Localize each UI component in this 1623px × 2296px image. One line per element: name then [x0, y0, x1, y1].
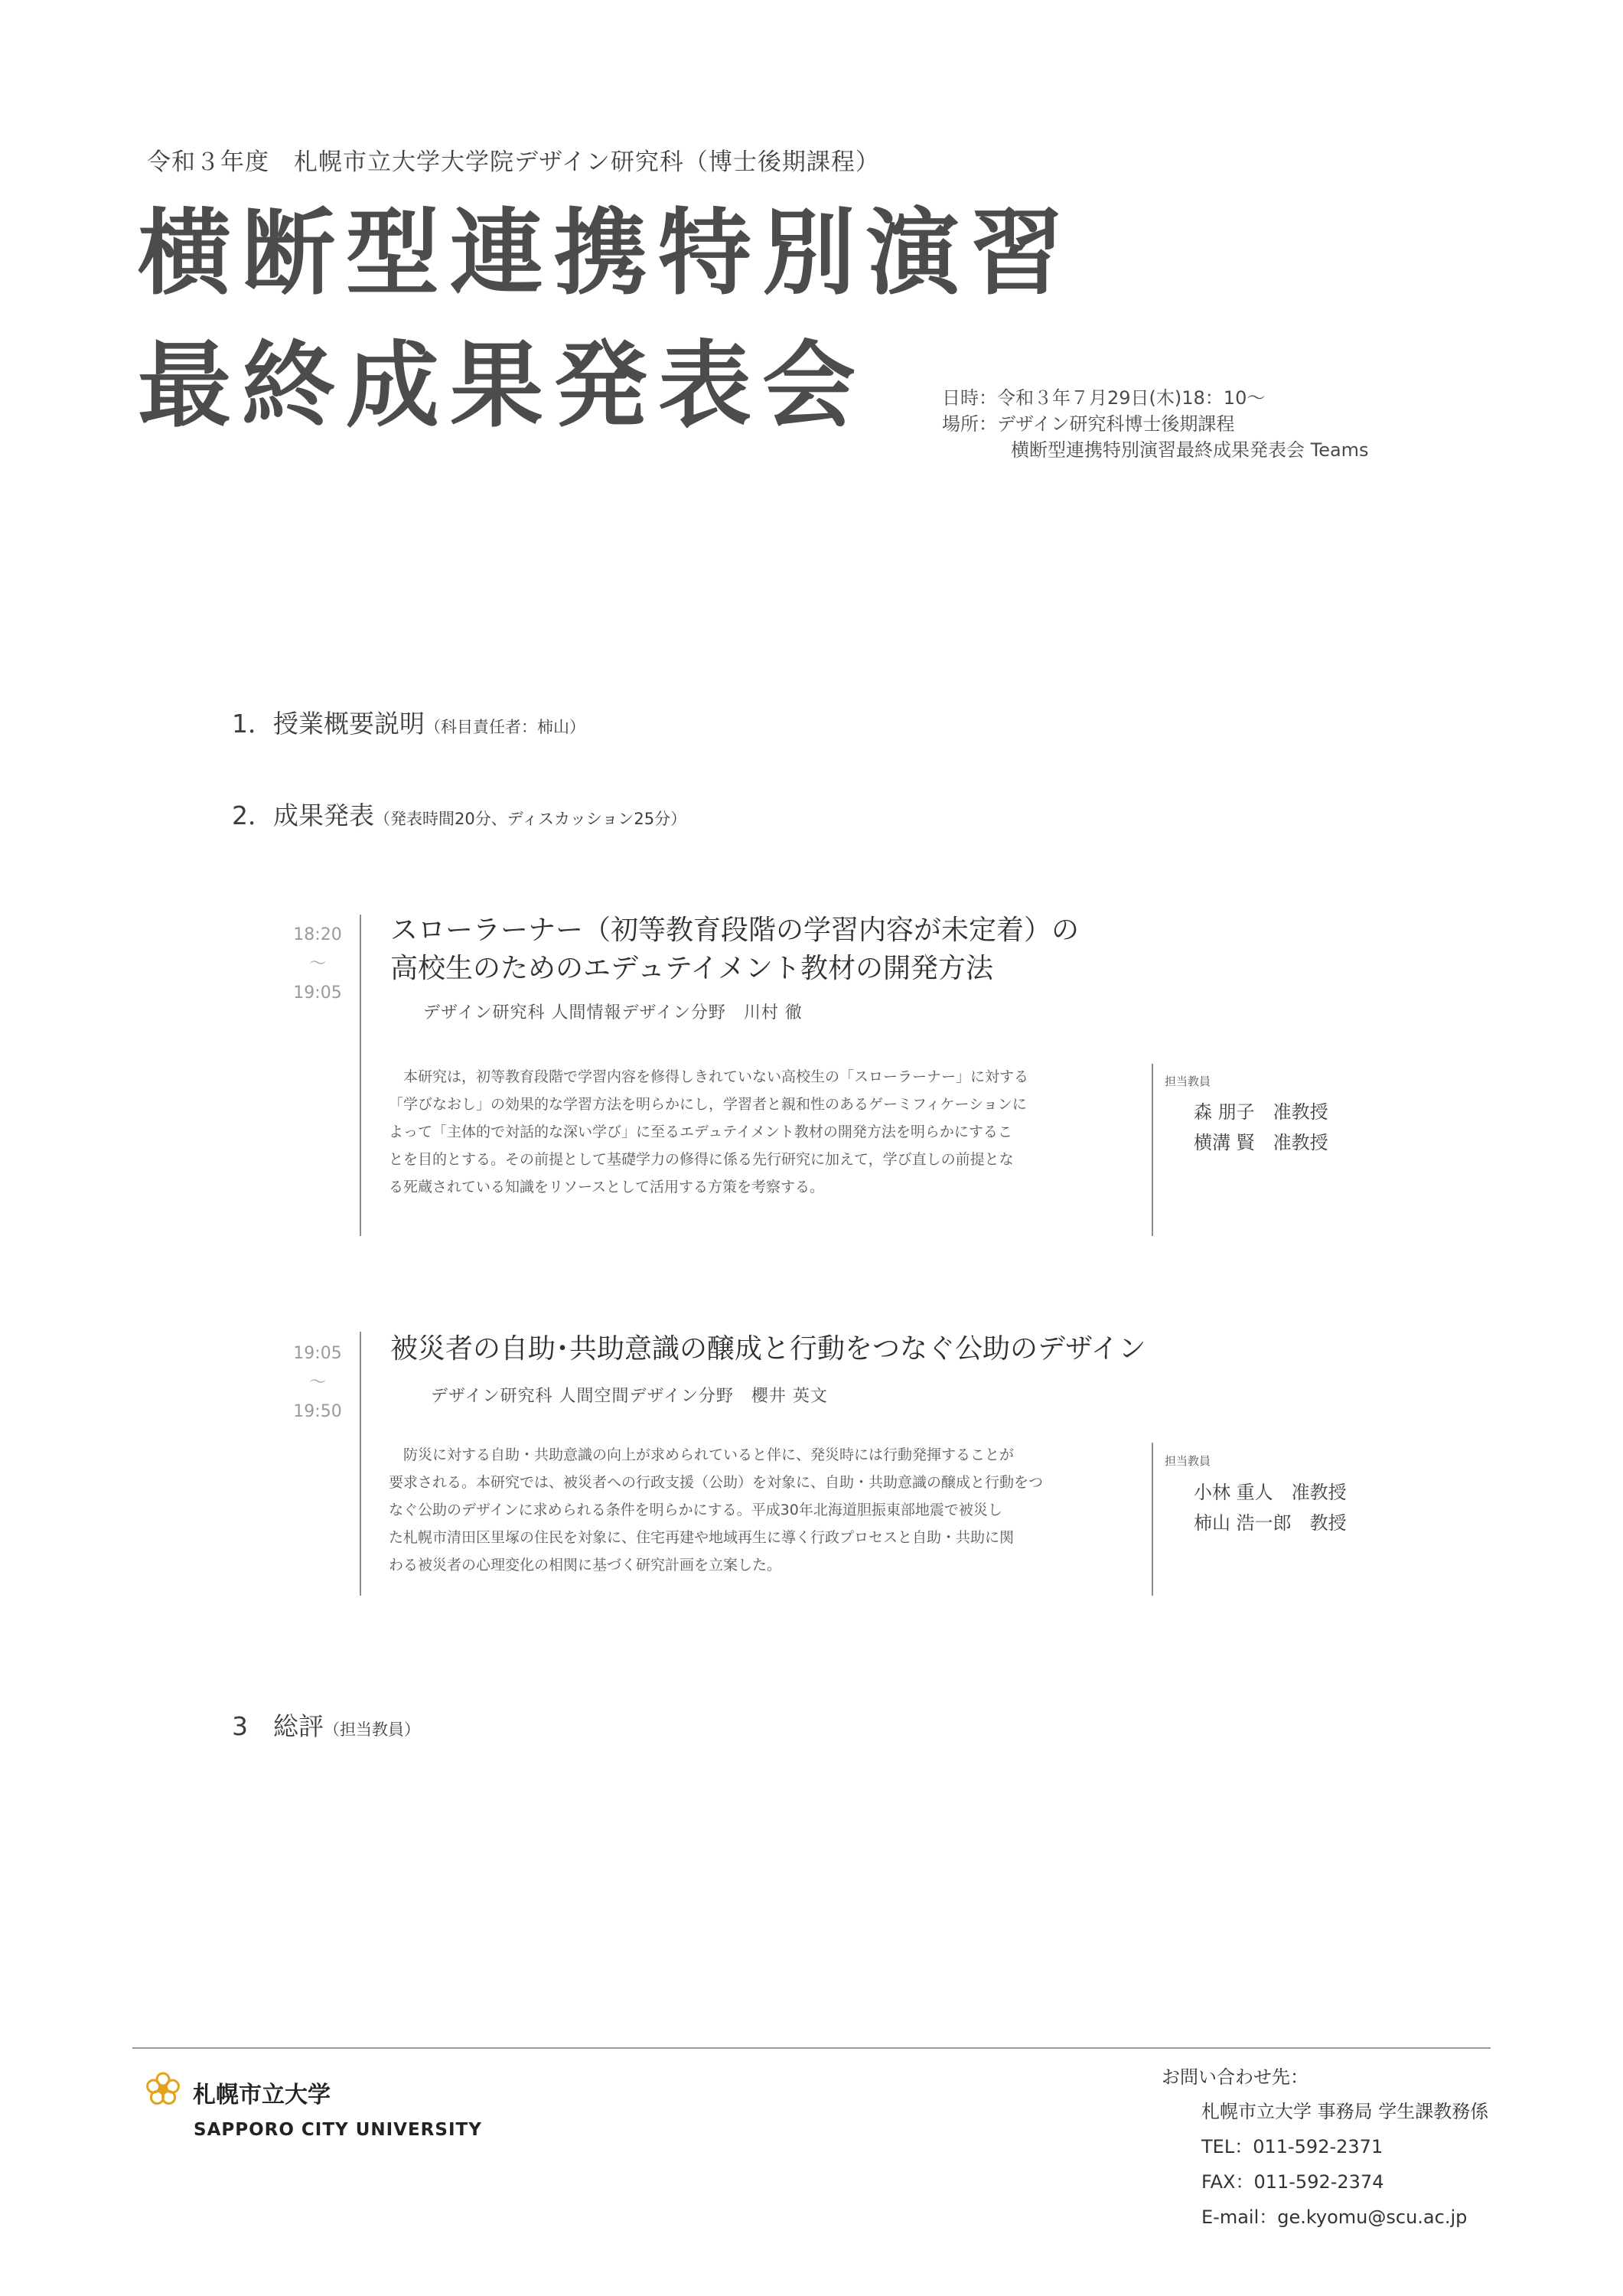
- contact-email[interactable]: E-mail：ge.kyomu@scu.ac.jp: [1201, 2206, 1468, 2228]
- presentation-1-teacher-1: 森 朋子 准教授: [1194, 1101, 1328, 1123]
- title-line-2: 最終成果発表会: [138, 331, 866, 440]
- presentation-2-desc-line-5: わる被災者の心理変化の相関に基づく研究計画を立案した。: [389, 1557, 782, 1574]
- presentation-2-desc-line-4: た札幌市清田区里塚の住民を対象に、住宅再建や地域再生に導く行政プロセスと自助・共助に関: [389, 1529, 1015, 1546]
- contact-tel: TEL：011-592-2371: [1201, 2136, 1383, 2157]
- event-place-detail: 横断型連携特別演習最終成果発表会 Teams: [1011, 439, 1369, 461]
- logo-flower-icon: [144, 2070, 182, 2108]
- presentation-1-author: デザイン研究科 人間情報デザイン分野 川村 徹: [423, 1003, 803, 1022]
- presentation-1-teacher-2: 横溝 賢 准教授: [1194, 1132, 1328, 1153]
- presentation-1-title-line-1: スローラーナー（初等教育段階の学習内容が未定着）の: [390, 915, 1080, 946]
- agenda-item-1-note: （科目責任者：柿山）: [425, 718, 585, 736]
- agenda-item-2: [232, 796, 686, 832]
- agenda-item-3-note: （担当教員）: [324, 1720, 420, 1739]
- presentation-2-time-end: 19:50: [293, 1402, 342, 1421]
- event-date: 日時：令和３年７月29日(木)18：10〜: [942, 387, 1266, 409]
- agenda-item-2-label: 2．成果発表: [232, 801, 374, 830]
- presentation-1-desc-line-3: よって「主体的で対話的な深い学び」に至るエデュテイメント教材の開発方法を明らかにするこ: [389, 1124, 1012, 1140]
- presentation-2-description: [389, 1441, 1077, 1579]
- presentation-2-time-sep: 〜: [308, 1373, 326, 1392]
- presentation-1-description: [389, 1063, 1077, 1201]
- presentation-2-desc-line-2: 要求される。本研究では、被災者への行政支援（公助）を対象に、自助・共助意識の醸成と行動をつ: [389, 1474, 1044, 1491]
- presentation-2-desc-line-3: なぐ公助のデザインに求められる条件を明らかにする。平成30年北海道胆振東部地震で被災し: [389, 1502, 1002, 1518]
- presentation-1-time-start: 18:20: [293, 925, 342, 944]
- presentation-1-time-sep: 〜: [308, 954, 326, 974]
- presentation-1-title: [390, 912, 1079, 988]
- contact-title: お問い合わせ先：: [1162, 2066, 1309, 2088]
- presentation-1-desc-line-2: 「学びなおし」の効果的な学習方法を明らかにし，学習者と親和性のあるゲーミフィケーションに: [389, 1096, 1027, 1113]
- presentation-2-teacher-divider: [1152, 1443, 1153, 1596]
- presentation-2-teacher-label: 担当教員: [1165, 1454, 1211, 1468]
- agenda-item-1: [232, 704, 585, 740]
- presentation-2-teachers: [1194, 1477, 1347, 1538]
- presentation-1-title-line-2: 高校生のためのエデュテイメント教材の開発方法: [390, 953, 994, 984]
- presentation-1-teachers: [1194, 1097, 1328, 1158]
- footer-rule: [132, 2047, 1491, 2049]
- agenda-item-3: [232, 1707, 420, 1743]
- presentation-1-desc-line-4: とを目的とする。その前提として基礎学力の修得に係る先行研究に加えて，学び直しの前提とな: [389, 1151, 1014, 1168]
- presentation-2-divider: [360, 1332, 361, 1596]
- presentation-2-title-line-1: 被災者の自助･共助意識の醸成と行動をつなぐ公助のデザイン: [390, 1333, 1146, 1365]
- event-place: 場所：デザイン研究科博士後期課程: [942, 413, 1235, 435]
- presentation-1-desc-line-1: 本研究は，初等教育段階で学習内容を修得しきれていない高校生の「スローラーナー」に対する: [389, 1068, 1029, 1085]
- presentation-1-teacher-label: 担当教員: [1165, 1075, 1211, 1088]
- presentation-1-time: [287, 921, 348, 1008]
- agenda-item-3-label: 3 総評: [232, 1711, 324, 1741]
- presentation-2-title: [390, 1330, 1146, 1368]
- presentation-2-author: デザイン研究科 人間空間デザイン分野 櫻井 英文: [431, 1387, 828, 1406]
- title-line-1: 横断型連携特別演習: [138, 199, 1074, 308]
- presentation-1-desc-line-5: る死蔵されている知識をリソースとして活用する方策を考察する。: [389, 1179, 825, 1195]
- contact-fax: FAX：011-592-2374: [1201, 2171, 1384, 2193]
- presentation-1-divider: [360, 915, 361, 1236]
- presentation-2-teacher-2: 柿山 浩一郎 教授: [1194, 1512, 1347, 1534]
- presentation-1-teacher-divider: [1152, 1064, 1153, 1236]
- agenda-item-2-note: （発表時間20分、ディスカッション25分）: [374, 810, 687, 828]
- contact-office: 札幌市立大学 事務局 学生課教務係: [1201, 2101, 1489, 2122]
- presentation-2-time-start: 19:05: [293, 1344, 342, 1363]
- presentation-2-time: [287, 1339, 348, 1427]
- presentation-2-teacher-1: 小林 重人 准教授: [1194, 1482, 1347, 1503]
- subtitle: 令和３年度 札幌市立大学大学院デザイン研究科（博士後期課程）: [147, 148, 880, 176]
- presentation-2-desc-line-1: 防災に対する自助・共助意識の向上が求められていると伴に、発災時には行動発揮することが: [389, 1446, 1015, 1463]
- university-logo: [144, 2070, 182, 2112]
- presentation-1-time-end: 19:05: [293, 983, 342, 1003]
- agenda-item-1-label: 1．授業概要説明: [232, 709, 425, 739]
- logo-text-en: SAPPORO CITY UNIVERSITY: [194, 2120, 482, 2140]
- logo-text-jp: 札幌市立大学: [193, 2082, 331, 2108]
